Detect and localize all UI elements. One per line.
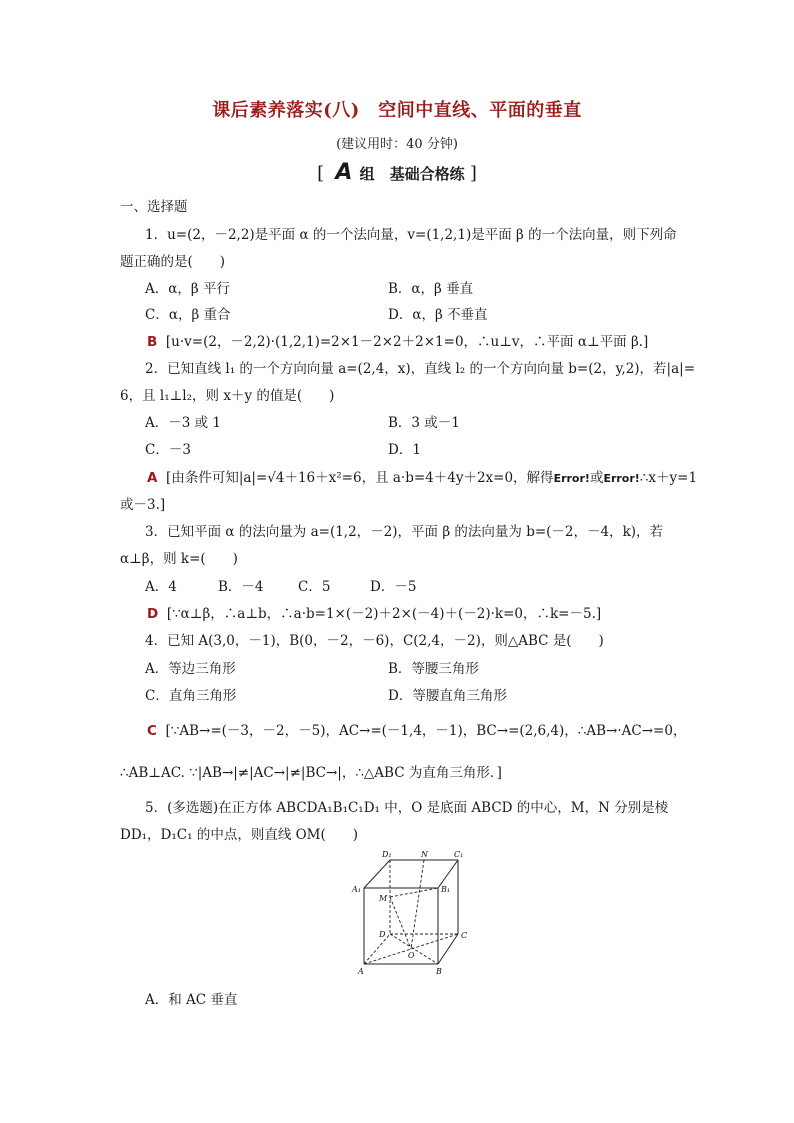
label-b1: B₁ <box>441 885 451 894</box>
q2-error-field-2: Error! <box>603 472 640 485</box>
q1-stem-line2: 题正确的是( ) <box>120 254 226 270</box>
label-n: N <box>421 850 428 859</box>
q3-answer-key: D <box>147 606 159 622</box>
q4-explanation-part2: ∴AB⊥AC. ∵|AB→|≠|AC→|≠|BC→|，∴△ABC 为直角三角形．] <box>120 765 502 781</box>
q3-explanation: [∵α⊥β，∴a⊥b，∴a·b=1×(－2)＋2×(－4)＋(－2)·k=0，∴k=－5.] <box>166 606 602 622</box>
q2-answer-key: A <box>147 470 158 486</box>
q3-option-c: C．5 <box>298 579 331 595</box>
q3-option-a: A．4 <box>145 579 177 595</box>
edge-b1c1 <box>438 860 458 888</box>
q3-option-d: D．－5 <box>370 579 417 595</box>
cube-figure <box>350 848 480 978</box>
q4-option-c: C．直角三角形 <box>145 688 237 704</box>
q4-option-b: B．等腰三角形 <box>388 661 479 677</box>
q3-option-b: B．－4 <box>218 579 264 595</box>
q2-option-a: A．－3 或 1 <box>145 415 222 431</box>
label-o: O <box>408 951 415 960</box>
section-heading: 一、选择题 <box>120 199 188 215</box>
group-bracket-left: [ <box>317 163 325 184</box>
suggested-time: (建议用时：40 分钟) <box>336 137 458 152</box>
q4-option-a: A．等边三角形 <box>145 661 236 677</box>
edge-bc <box>438 934 458 964</box>
q1-option-d: D．α，β 不垂直 <box>388 307 488 323</box>
q1-answer-key: B <box>147 334 158 350</box>
q1-explanation: [u·v=(2，－2,2)·(1,2,1)=2×1－2×2＋2×1=0，∴u⊥v，∴平面 α⊥平面 β.] <box>165 334 649 350</box>
q1-option-a: A．α，β 平行 <box>145 281 230 297</box>
q1-stem-line1: 1．u=(2，－2,2)是平面 α 的一个法向量，v=(1,2,1)是平面 β 的一个法向量，则下列命 <box>145 227 677 243</box>
group-label: 组 基础合格练 <box>359 165 465 183</box>
label-a1: A₁ <box>352 885 361 894</box>
label-b: B <box>436 967 442 976</box>
q2-answer <box>147 469 697 488</box>
q2-stem-line2: 6，且 l₁⊥l₂，则 x＋y 的值是( ) <box>120 388 335 404</box>
group-a-mark: A <box>335 160 353 185</box>
q2-explanation-part3: 或－3.] <box>120 497 166 513</box>
q4-answer-key: C <box>147 723 157 739</box>
label-d1: D₁ <box>382 850 392 859</box>
edge-ad <box>364 934 390 964</box>
edge-a1d1 <box>364 860 390 888</box>
group-heading <box>0 160 794 185</box>
q2-explanation-part2: ∴x＋y=1 <box>639 470 698 486</box>
label-m: M <box>379 894 388 903</box>
q1-option-c: C．α，β 重合 <box>145 307 231 323</box>
label-c: C <box>461 931 468 940</box>
q3-answer <box>147 605 601 623</box>
page-title: 课后素养落实(八) 空间中直线、平面的垂直 <box>212 100 582 121</box>
group-bracket-right: ] <box>469 163 477 184</box>
q5-stem-line2: DD₁，D₁C₁ 的中点，则直线 OM( ) <box>120 827 359 843</box>
segment-om <box>390 897 411 949</box>
q2-option-d: D．1 <box>388 442 421 458</box>
q2-option-b: B．3 或－1 <box>388 415 460 431</box>
label-a: A <box>358 967 364 976</box>
q2-error-field-1: Error! <box>553 472 590 485</box>
q5-stem-line1: 5．(多选题)在正方体 ABCDA₁B₁C₁D₁ 中，O 是底面 ABCD 的中心，M，N 分别是棱 <box>145 800 669 816</box>
q4-stem-line1: 4．已知 A(3,0，－1)，B(0，－2，－6)，C(2,4，－2)，则△ABC 是( ) <box>145 633 604 649</box>
q3-stem-line2: α⊥β，则 k=( ) <box>120 551 238 567</box>
label-c1: C₁ <box>454 850 464 859</box>
segment-no <box>411 860 424 949</box>
label-d: D <box>379 930 386 939</box>
q1-answer <box>147 333 648 351</box>
q2-option-c: C．－3 <box>145 442 191 458</box>
q4-answer <box>147 722 686 740</box>
q5-option-a: A．和 AC 垂直 <box>145 992 238 1008</box>
q4-option-d: D．等腰直角三角形 <box>388 688 507 704</box>
q1-option-b: B．α，β 垂直 <box>388 281 474 297</box>
q4-explanation-part1: [∵AB→=(－3，－2，－5)，AC→=(－1,4，－1)，BC→=(2,6,4)，∴AB→·AC→=0， <box>165 723 687 739</box>
q2-stem-line1: 2．已知直线 l₁ 的一个方向向量 a=(2,4，x)，直线 l₂ 的一个方向向量 b=(2，y,2)，若|a|= <box>145 361 696 377</box>
q3-stem-line1: 3．已知平面 α 的法向量为 a=(1,2，－2)，平面 β 的法向量为 b=(－2，－4，k)，若 <box>145 524 664 540</box>
q2-or: 或 <box>589 470 604 486</box>
q2-explanation-part1: [由条件可知|a|=√4＋16＋x²=6，且 a·b=4＋4y＋2x=0，解得 <box>166 470 554 486</box>
segment-mb1 <box>390 888 438 897</box>
